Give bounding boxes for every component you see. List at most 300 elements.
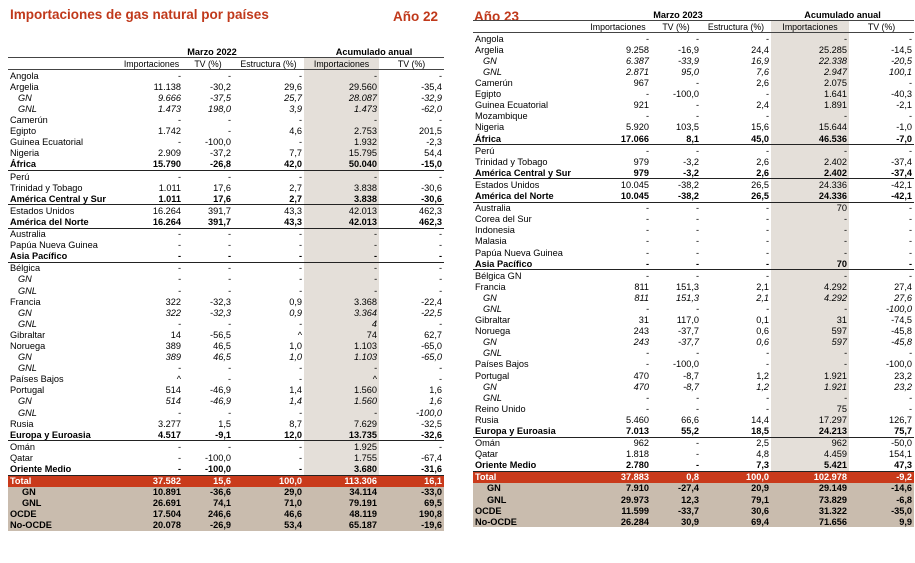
structure-cell: -	[298, 407, 303, 418]
country-cell: África	[473, 133, 585, 145]
structure-cell: ^	[297, 329, 303, 340]
country-cell: América del Norte	[8, 216, 120, 228]
imports-cell: 967	[633, 78, 649, 89]
table-row	[473, 281, 914, 292]
country-cell: Bélgica	[10, 263, 41, 274]
country-cell: América del Norte	[473, 191, 585, 203]
imports-cum-cell: 2.075	[771, 78, 849, 89]
table-row	[8, 115, 444, 126]
table-row	[8, 385, 444, 396]
imports-cum-cell: -	[304, 285, 379, 296]
table-row	[8, 407, 444, 418]
tv-cell: 15,6	[183, 475, 233, 487]
imports-cum-cell: 1.103	[304, 352, 379, 363]
structure-cell: -	[298, 137, 303, 148]
structure-cell: -	[765, 392, 770, 403]
imports-cum-cell: 1.473	[304, 103, 379, 114]
imports-cum-cell: 15.644	[771, 122, 849, 133]
imports-cum-cell: 1.560	[304, 396, 379, 407]
table-row	[8, 70, 444, 82]
imports-cell: 16.264	[152, 205, 181, 216]
tv-cell: -	[227, 229, 231, 240]
structure-cell: 43,3	[284, 205, 303, 216]
imports-cell: 20.078	[120, 520, 183, 531]
tv-cell: -37,7	[678, 326, 699, 337]
imports-cum-cell: 22.338	[771, 55, 849, 66]
imports-cum-cell: -	[771, 214, 849, 225]
imports-cum-cell: -	[771, 348, 849, 359]
imports-cum-cell: 597	[771, 326, 849, 337]
table-row	[473, 202, 914, 214]
tv-cell: -	[695, 403, 699, 414]
tv-cum-cell: 27,6	[894, 292, 913, 303]
tv-cum-cell: -	[438, 240, 443, 251]
structure-cell: 1,0	[289, 340, 303, 351]
imports-cell: 29.973	[585, 494, 651, 505]
tv-cum-cell: 201,5	[419, 126, 443, 137]
structure-cell: 1,4	[289, 396, 303, 407]
imports-cum-cell: 962	[771, 437, 849, 449]
country-cell: Asia Pacífico	[8, 251, 120, 263]
country-cell: GN	[18, 274, 32, 285]
imports-cum-cell: -	[771, 392, 849, 403]
country-cell: Bélgica GN	[475, 270, 522, 281]
tv-cell: -32,3	[210, 296, 231, 307]
imports-cell: 31	[638, 315, 649, 326]
table-row	[473, 348, 914, 359]
imports-cell: 1.818	[626, 449, 649, 460]
imports-cell: -	[645, 89, 649, 100]
imports-cell: 389	[165, 352, 181, 363]
imports-cum-cell: 7.629	[304, 418, 379, 429]
tv-cell: -9,1	[183, 429, 233, 441]
region-total-row	[8, 463, 444, 475]
imports-cell: -	[177, 229, 181, 240]
tv-cell: 151,3	[676, 281, 699, 292]
tv-cell: -	[227, 374, 231, 385]
imports-cell: 10.891	[120, 487, 183, 498]
country-cell: Noruega	[10, 340, 46, 351]
imports-cell: -	[177, 274, 181, 285]
imports-cum-cell: 28.087	[304, 92, 379, 103]
imports-cum-cell: 2.402	[771, 167, 849, 179]
tv-cum-cell: -	[908, 247, 913, 258]
structure-cell: 46,6	[233, 509, 304, 520]
imports-cell: 16.264	[120, 216, 183, 228]
tv-cum-cell: -	[438, 70, 443, 81]
imports-cum-cell: 46.536	[771, 133, 849, 145]
country-cell: Australia	[475, 203, 511, 214]
year-label-2023: Año 23	[474, 9, 520, 24]
table-row	[8, 103, 444, 114]
imports-cell: 11.138	[153, 81, 181, 92]
country-cell: GNL	[8, 498, 120, 509]
tv-cum-cell: -22,5	[421, 307, 443, 318]
structure-cell: 29,6	[284, 81, 303, 92]
country-cell: GN	[18, 307, 32, 318]
tv-cell: -33,7	[651, 505, 701, 516]
country-cell: Guinea Ecuatorial	[10, 137, 84, 148]
imports-cum-cell: 4.459	[771, 449, 849, 460]
tv-cell: -	[227, 318, 231, 329]
table-row	[8, 182, 444, 193]
table-row	[473, 505, 914, 516]
tv-cum-cell: -30,6	[421, 182, 443, 193]
structure-cell: -	[233, 251, 304, 263]
imports-cum-cell: 29.560	[304, 81, 379, 92]
imports-cell: 389	[165, 340, 181, 351]
table-row	[473, 270, 914, 282]
imports-cum-cell: 3.364	[304, 307, 379, 318]
table-row	[8, 137, 444, 148]
tv-cum-cell: -14,6	[849, 483, 914, 494]
region-total-row	[473, 460, 914, 472]
tv-cum-cell: -35,0	[849, 505, 914, 516]
country-cell: GNL	[18, 407, 37, 418]
table-row	[473, 292, 914, 303]
country-cell: GN	[483, 337, 497, 348]
table-row	[8, 318, 444, 329]
country-cell: Nigeria	[10, 148, 40, 159]
tv-cell: -	[695, 203, 699, 214]
structure-cell: -	[298, 263, 303, 274]
country-cell: América Central y Sur	[473, 167, 585, 179]
table-row	[473, 337, 914, 348]
imports-cum-cell: -	[304, 274, 379, 285]
imports-cell: 962	[633, 438, 649, 449]
structure-cell: 26,5	[701, 191, 771, 203]
tv-cum-cell: -19,6	[379, 520, 444, 531]
tv-cell: 246,6	[183, 509, 233, 520]
tv-cum-cell: -	[908, 348, 913, 359]
table-row	[8, 352, 444, 363]
structure-cell: -	[765, 145, 770, 156]
imports-cell: -	[177, 363, 181, 374]
country-cell: No-OCDE	[473, 516, 585, 527]
structure-cell: 7,7	[289, 148, 303, 159]
imports-cell: 3.277	[158, 418, 181, 429]
tv-cum-cell: -	[438, 285, 443, 296]
table-row	[8, 285, 444, 296]
table-row	[8, 240, 444, 251]
country-cell: Asia Pacífico	[473, 258, 585, 270]
structure-cell: -	[765, 348, 770, 359]
imports-cum-cell: 1.560	[304, 385, 379, 396]
imports-cell: 10.045	[585, 191, 651, 203]
tv-cell: -	[695, 33, 699, 44]
tv-cum-cell: 62,7	[424, 329, 443, 340]
tv-cell: 95,0	[681, 67, 699, 78]
imports-cell: -	[177, 441, 181, 452]
tv-cell: 198,0	[208, 104, 231, 115]
country-cell: GNL	[473, 494, 585, 505]
table-row	[8, 487, 444, 498]
structure-cell: -	[765, 33, 770, 44]
tv-cum-cell: 462,3	[379, 216, 444, 228]
country-cell: Angola	[475, 33, 504, 44]
country-cell: Francia	[475, 281, 506, 292]
tv-cum-cell: 47,3	[849, 460, 914, 472]
imports-cell: -	[645, 203, 649, 214]
tv-cum-cell: -31,6	[379, 463, 444, 475]
col-header-structure: Estructura (%)	[701, 21, 771, 33]
imports-cum-cell: 24.336	[771, 179, 849, 191]
table-row	[473, 392, 914, 403]
tv-cell: 391,7	[183, 216, 233, 228]
tv-cell: -	[183, 251, 233, 263]
imports-cell: -	[645, 303, 649, 314]
imports-cum-cell: 4	[304, 318, 379, 329]
table-row	[8, 92, 444, 103]
country-cell: GNL	[483, 67, 502, 78]
imports-cum-cell: 4.292	[771, 281, 849, 292]
structure-cell: 15,6	[751, 122, 770, 133]
tv-cum-cell: -42,1	[849, 191, 914, 203]
imports-cell: -	[177, 137, 181, 148]
imports-cum-cell: 42.013	[304, 205, 379, 217]
country-cell: América Central y Sur	[8, 193, 120, 205]
table-row	[473, 403, 914, 414]
table-row	[473, 66, 914, 77]
imports-cell: 15.790	[120, 159, 183, 171]
table-row	[473, 370, 914, 381]
tv-cell: 103,5	[676, 122, 699, 133]
col-header-imports: Importaciones	[585, 21, 651, 33]
table-row	[8, 441, 444, 453]
tv-cum-cell: -	[438, 115, 443, 126]
country-cell: GNL	[483, 303, 502, 314]
structure-cell: 100,0	[701, 471, 771, 483]
structure-cell: -	[765, 236, 770, 247]
col-header-tv-cum: TV (%)	[379, 58, 444, 70]
structure-cell: -	[765, 89, 770, 100]
imports-cum-cell: -	[304, 407, 379, 418]
tv-cell: -38,2	[678, 179, 699, 190]
country-cell: GN	[18, 352, 32, 363]
imports-cum-cell: 24.336	[771, 191, 849, 203]
country-cell: Egipto	[10, 126, 37, 137]
tv-cum-cell: -35,4	[421, 81, 443, 92]
tv-cum-cell: -67,4	[421, 452, 443, 463]
country-cell: Mozambique	[475, 111, 528, 122]
imports-cum-cell: 1.641	[771, 89, 849, 100]
table-row	[8, 81, 444, 92]
tv-cell: 8,1	[651, 133, 701, 145]
structure-cell: -	[298, 70, 303, 81]
imports-cell: 1.473	[158, 104, 181, 115]
imports-cell: 243	[633, 337, 649, 348]
structure-cell: 7,6	[756, 67, 770, 78]
tv-cum-cell: -42,1	[891, 179, 913, 190]
tv-cell: -32,3	[210, 307, 231, 318]
tv-cell: -	[695, 270, 699, 281]
country-cell: Perú	[10, 171, 30, 182]
imports-cell: -	[177, 407, 181, 418]
imports-cell: 37.883	[585, 471, 651, 483]
structure-cell: 2,6	[756, 156, 770, 167]
imports-cell: -	[645, 145, 649, 156]
imports-cell: 921	[633, 100, 649, 111]
imports-cell: 9.666	[158, 92, 181, 103]
structure-cell: -	[298, 229, 303, 240]
tv-cum-cell: 16,1	[379, 475, 444, 487]
imports-cell: -	[120, 463, 183, 475]
imports-cum-cell: 79.191	[304, 498, 379, 509]
structure-cell: 26,5	[751, 179, 770, 190]
region-total-row	[8, 216, 444, 228]
structure-cell: 24,4	[751, 44, 770, 55]
imports-cum-cell: 75	[771, 403, 849, 414]
table-row	[473, 156, 914, 167]
tv-cum-cell: -100,0	[885, 359, 913, 370]
structure-cell: 1,4	[289, 385, 303, 396]
country-cell: Argelia	[10, 81, 39, 92]
tv-cum-cell: 23,2	[894, 370, 913, 381]
imports-cell: -	[177, 285, 181, 296]
tv-cell: -26,8	[183, 159, 233, 171]
imports-cum-cell: 102.978	[771, 471, 849, 483]
tv-cum-cell: -6,8	[849, 494, 914, 505]
tv-cell: 17,6	[183, 193, 233, 205]
imports-cum-cell: 65.187	[304, 520, 379, 531]
imports-cum-cell: 4.292	[771, 292, 849, 303]
country-cell: Australia	[10, 229, 46, 240]
tv-cum-cell: -32,9	[421, 92, 443, 103]
country-cell: Angola	[10, 70, 39, 81]
country-cell: Gibraltar	[475, 315, 511, 326]
tv-cell: -100,0	[672, 359, 699, 370]
imports-cum-cell: -	[304, 115, 379, 126]
country-cell: Argelia	[475, 44, 504, 55]
table-row	[8, 148, 444, 159]
table-row	[8, 452, 444, 463]
tv-cum-cell: -2,1	[896, 100, 913, 111]
imports-cum-cell: 48.119	[304, 509, 379, 520]
imports-cum-cell: 73.829	[771, 494, 849, 505]
country-cell: Guinea Ecuatorial	[475, 100, 549, 111]
country-cell: Omán	[475, 438, 501, 449]
table-row	[473, 236, 914, 247]
imports-cum-cell: -	[304, 171, 379, 183]
imports-cell: 26.691	[120, 498, 183, 509]
imports-cum-cell: 1.932	[304, 137, 379, 148]
group-header-cumulative: Acumulado anual	[771, 9, 914, 21]
imports-cum-cell: -	[304, 262, 379, 274]
col-header-structure: Estructura (%)	[233, 58, 304, 70]
tv-cum-cell: -	[908, 111, 913, 122]
imports-cell: 7.910	[585, 483, 651, 494]
tv-cum-cell: -	[438, 274, 443, 285]
country-cell: GN	[483, 292, 497, 303]
tv-cum-cell: -	[908, 203, 913, 214]
tv-cum-cell: -	[908, 33, 913, 44]
structure-cell: -	[765, 270, 770, 281]
table-row	[473, 303, 914, 314]
imports-cell: -	[177, 115, 181, 126]
imports-cum-cell: 1.921	[771, 370, 849, 381]
imports-cell: -	[177, 70, 181, 81]
tv-cell: 74,1	[183, 498, 233, 509]
region-total-row	[8, 429, 444, 441]
imports-cell: 514	[165, 385, 181, 396]
structure-cell: 16,9	[751, 55, 770, 66]
structure-cell: 45,0	[701, 133, 771, 145]
region-total-row	[473, 167, 914, 179]
country-cell: Oriente Medio	[473, 460, 585, 472]
tv-cell: -	[227, 363, 231, 374]
tv-cell: -37,2	[210, 148, 231, 159]
imports-cell: 470	[633, 370, 649, 381]
tv-cum-cell: -	[438, 374, 443, 385]
tv-cell: -37,7	[678, 337, 699, 348]
table-row	[473, 449, 914, 460]
tv-cum-cell: -	[908, 78, 913, 89]
imports-cell: -	[645, 225, 649, 236]
imports-cell: 1.742	[158, 126, 181, 137]
structure-cell: 2,4	[756, 100, 770, 111]
structure-cell: -	[298, 452, 303, 463]
tv-cum-cell: -	[908, 225, 913, 236]
structure-cell: 2,7	[289, 182, 303, 193]
country-cell: OCDE	[8, 509, 120, 520]
country-cell: GN	[483, 55, 497, 66]
country-cell: Corea del Sur	[475, 214, 532, 225]
imports-cell: 10.045	[620, 179, 649, 190]
imports-cum-cell: -	[771, 111, 849, 122]
country-cell: Países Bajos	[10, 374, 64, 385]
structure-cell: 53,4	[233, 520, 304, 531]
structure-cell: -	[298, 240, 303, 251]
table-row	[8, 340, 444, 351]
table-row	[8, 329, 444, 340]
imports-cell: -	[120, 251, 183, 263]
tv-cell: -	[227, 115, 231, 126]
imports-cell: 5.460	[626, 414, 649, 425]
country-cell: Rusia	[10, 418, 34, 429]
table-row	[8, 509, 444, 520]
country-cell: Total	[8, 475, 120, 487]
tv-cell: -	[651, 460, 701, 472]
imports-cell: 2.909	[158, 148, 181, 159]
imports-cum-cell: -	[304, 251, 379, 263]
country-cell: Rusia	[475, 414, 499, 425]
table-row	[473, 179, 914, 191]
structure-cell: 69,4	[701, 516, 771, 527]
table-row	[473, 326, 914, 337]
tv-cell: 12,3	[651, 494, 701, 505]
country-cell: Francia	[10, 296, 41, 307]
imports-cum-cell: 74	[304, 329, 379, 340]
tv-cell: -	[227, 70, 231, 81]
tv-cell: -	[227, 171, 231, 182]
table-row	[473, 145, 914, 157]
imports-cell: -	[177, 171, 181, 182]
table-row	[473, 359, 914, 370]
imports-cell: -	[645, 33, 649, 44]
country-cell: Gibraltar	[10, 329, 46, 340]
tv-cell: 17,6	[213, 182, 231, 193]
tv-cell: -	[227, 126, 231, 137]
tv-cell: -26,9	[183, 520, 233, 531]
structure-cell: -	[298, 285, 303, 296]
tv-cum-cell: -100,0	[415, 407, 443, 418]
tv-cum-cell: -22,4	[421, 296, 443, 307]
imports-cell: 17.504	[120, 509, 183, 520]
table-row	[473, 89, 914, 100]
tv-cell: -	[695, 348, 699, 359]
imports-cell: -	[645, 247, 649, 258]
country-cell: Malasia	[475, 236, 507, 247]
